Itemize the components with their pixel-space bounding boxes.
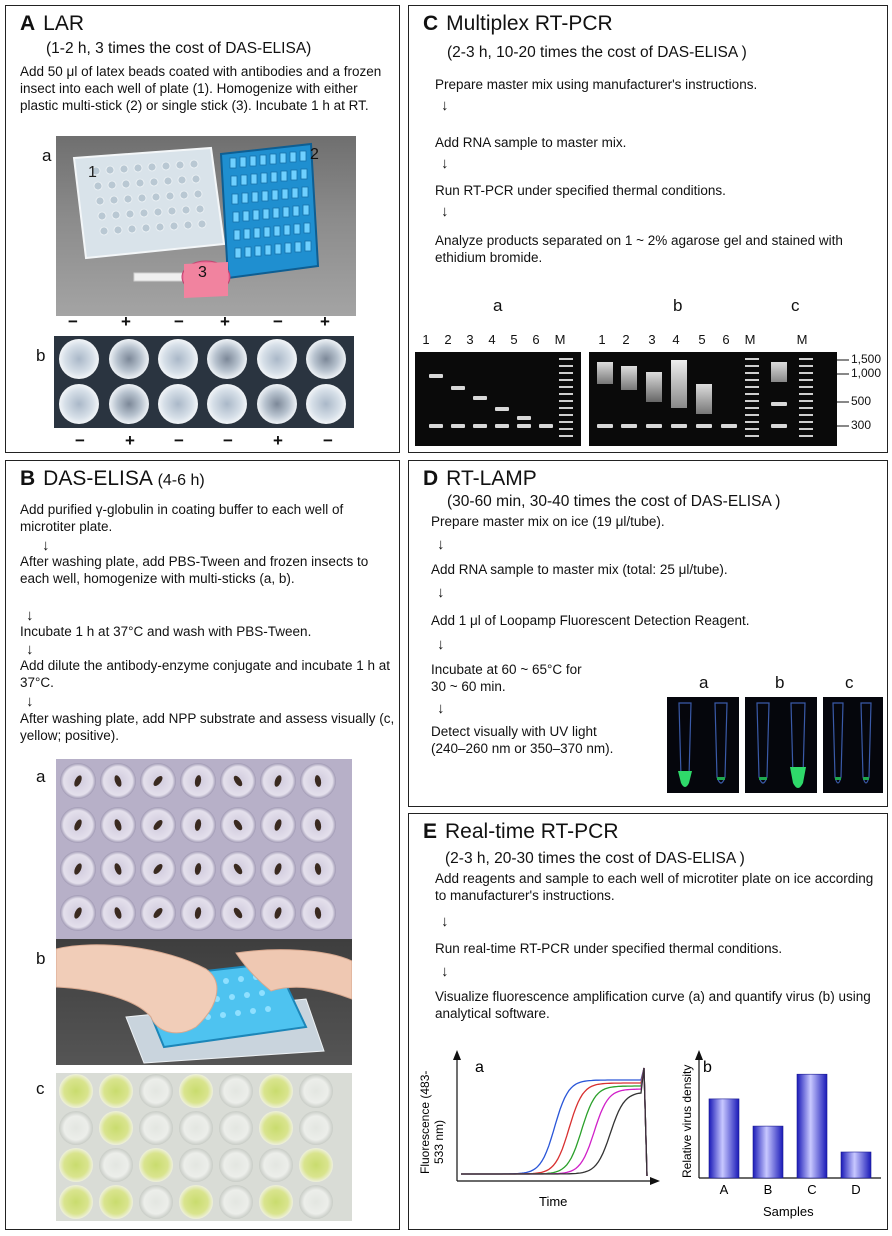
panel-d-label-c: c [845,673,854,692]
panel-b-step-2: After washing plate, add PBS-Tween and frozen insects to each well, homogenize with multi-sticks (a, b). [20,554,369,586]
lamp-tubes-b [745,697,817,793]
amplification-curve-green [461,1068,647,1176]
down-arrow-icon: ↓ [441,155,449,172]
down-arrow-icon: ↓ [26,607,34,624]
down-arrow-icon: ↓ [437,700,445,717]
chart-b-y-arrow-icon [695,1050,703,1060]
gel-c-label: c [791,296,800,315]
panel-c-step-3: Run RT-PCR under specified thermal conditions. [435,183,726,198]
amplification-curve-chart [411,1046,661,1226]
lar-bottom-sign: + [273,431,283,450]
ladder-label: 300 [851,418,872,432]
elisa-result-wells-illustration [56,1073,352,1221]
down-arrow-icon: ↓ [441,963,449,980]
lar-bottom-sign: − [75,431,85,450]
elisa-result-wells-photo [56,1073,352,1221]
lamp-tubes-c [823,697,883,793]
panel-d-letter: D [423,467,439,490]
lar-top-sign: − [68,312,78,331]
lar-bottom-sign: − [323,431,333,450]
panel-b-step-4: Add dilute the antibody-enzyme conjugate and incubate 1 h at 37°C. [20,658,391,690]
lar-top-sign: + [121,312,131,331]
chart-a-y-arrow-icon [453,1050,461,1060]
lar-top-sign: + [320,312,330,331]
chart-a-x-label: Time [539,1194,568,1209]
panel-d-rt-lamp [408,460,888,807]
panel-c-name: Multiplex RT-PCR [446,12,613,35]
chart-a-x-arrow-icon [650,1177,660,1185]
panel-b-step-1: Add purified γ-globulin in coating buffer to each well of microtiter plate. [20,502,344,534]
down-arrow-icon: ↓ [42,537,50,554]
panel-d-label-b: b [775,673,785,692]
chart-b-y-label: Relative virus density [680,1064,694,1178]
gel-b-image [589,352,769,446]
lamp-tube-a-photo [667,697,739,793]
amplification-curve-red [461,1068,647,1176]
panel-d-name: RT-LAMP [446,467,537,490]
down-arrow-icon: ↓ [437,536,445,553]
down-arrow-icon: ↓ [437,584,445,601]
gel-a-lane-label: 6 [532,332,540,347]
plate-number-label: 1 [88,164,97,181]
panel-c-subtitle: (2-3 h, 10-20 times the cost of DAS-ELISA ) [447,44,747,61]
gel-b-lane-label: 4 [672,332,680,347]
panel-b-title [20,467,205,491]
panel-b-time: (4-6 h) [157,472,205,489]
lar-top-sign: + [220,312,230,331]
panel-b-letter: B [20,467,36,490]
chart-a-y-label [418,1067,446,1174]
panel-a-subtitle: (1-2 h, 3 times the cost of DAS-ELISA) [46,40,312,57]
multistick-number-label: 2 [310,146,319,163]
panel-b-das-elisa [5,460,400,1230]
panel-c-multiplex-rt-pcr [408,5,888,453]
down-arrow-icon: ↓ [26,693,34,710]
panel-e-subtitle: (2-3 h, 20-30 times the cost of DAS-ELISA ) [445,850,745,867]
single-stick-number-label: 3 [198,264,207,281]
category-label-D: D [851,1182,861,1197]
chart-b-panel-label: b [703,1059,712,1076]
elisa-homogenize-illustration [56,939,352,1065]
ladder-label: 500 [851,394,872,408]
down-arrow-icon: ↓ [441,203,449,220]
chart-a-panel-label: a [475,1059,484,1076]
panel-d-step-4: Incubate at 60 ~ 65°C for 30 ~ 60 min. [431,662,582,694]
panel-e-title [423,820,619,844]
panel-a-title [20,12,84,36]
panel-c-title [423,12,613,36]
panel-b-label-c: c [36,1079,45,1098]
gel-a-image [415,352,581,446]
panel-d-step-2: Add RNA sample to master mix (total: 25 μl/tube). [431,562,728,577]
elisa-insect-wells-illustration [56,759,352,939]
gel-b-lane-label: 3 [648,332,656,347]
gel-a-lane-label: 2 [444,332,452,347]
category-label-A: A [719,1182,729,1197]
panel-e-step-3: Visualize fluorescence amplification curve (a) and quantify virus (b) using analytical software. [435,989,871,1021]
gel-b-lane-label: M [744,332,756,347]
ladder-ticks [837,352,853,432]
down-arrow-icon: ↓ [26,641,34,658]
bar-B [753,1126,783,1178]
panel-a-label-b: b [36,346,46,365]
ladder-label: 1,000 [851,366,882,380]
panel-e-name: Real-time RT-PCR [445,820,619,843]
chart-a-y-label-line: Fluorescence (483- [418,1070,432,1174]
panel-b-label-a: a [36,767,46,786]
chart-a-y-label-line: 533 nm) [432,1119,446,1164]
amplification-curve-magenta [461,1068,647,1176]
ladder-label: 1,500 [851,352,882,366]
gel-b-label: b [673,296,683,315]
panel-c-step-4: Analyze products separated on 1 ~ 2% agarose gel and stained with ethidium bromide. [435,233,843,265]
panel-e-letter: E [423,820,438,843]
gel-b-lane-label: 2 [622,332,630,347]
lar-bottom-sign: − [223,431,233,450]
down-arrow-icon: ↓ [437,636,445,653]
panel-b-label-b: b [36,949,46,968]
panel-c-step-1: Prepare master mix using manufacturer's instructions. [435,77,758,92]
lamp-tube-b-photo [745,697,817,793]
category-label-C: C [807,1182,817,1197]
down-arrow-icon: ↓ [441,913,449,930]
lar-wells-photo [54,336,354,428]
bar-C [797,1074,827,1178]
gel-b-lane-label: 6 [722,332,730,347]
down-arrow-icon: ↓ [441,97,449,114]
lamp-tube-c-photo [823,697,883,793]
virus-density-bar-chart [663,1046,885,1226]
panel-e-step-1: Add reagents and sample to each well of microtiter plate on ice according to manufacturer's instructions. [435,871,874,903]
panel-b-step-5: After washing plate, add NPP substrate and assess visually (c, yellow; positive). [20,711,395,743]
panel-b-step-3: Incubate 1 h at 37°C and wash with PBS-Tween. [20,624,312,639]
panel-b-name: DAS-ELISA [43,467,152,490]
category-label-B: B [763,1182,773,1197]
gel-a-lane-label: 3 [466,332,474,347]
panel-a-lar [5,5,400,453]
panel-c-step-2: Add RNA sample to master mix. [435,135,627,150]
panel-d-step-5: Detect visually with UV light (240–260 nm or 350–370 nm). [431,724,614,756]
elisa-homogenize-photo [56,939,352,1065]
lar-bottom-sign: − [174,431,184,450]
gel-b-lane-label: 5 [698,332,706,347]
amplification-curve-black [461,1068,647,1176]
panel-d-step-1: Prepare master mix on ice (19 μl/tube). [431,514,665,529]
panel-e-real-time-rt-pcr [408,813,888,1230]
panel-d-title [423,467,537,491]
panel-e-step-2: Run real-time RT-PCR under specified thermal conditions. [435,941,783,956]
amplification-curve-blue [461,1068,647,1176]
lar-top-sign: − [174,312,184,331]
gel-b-lane-label: 1 [598,332,606,347]
gel-a-lane-label: M [554,332,566,347]
lamp-tubes-a [667,697,739,793]
panel-d-label-a: a [699,673,709,692]
gel-c-image [763,352,837,446]
bar-D [841,1152,871,1178]
elisa-insect-wells-photo [56,759,352,939]
bar-A [709,1099,739,1178]
lar-wells-illustration [54,336,354,428]
lar-bottom-sign: + [125,431,135,450]
panel-a-text: Add 50 μl of latex beads coated with antibodies and a frozen insect into each well of plate (1). Homogenize with either plastic multi-stick (2) or single stick (3). Incubate 1 h at RT. [20,64,382,113]
chart-b-x-label: Samples [763,1204,814,1219]
panel-d-subtitle: (30-60 min, 30-40 times the cost of DAS-ELISA ) [447,493,781,510]
gel-a-label: a [493,296,503,315]
panel-a-letter: A [20,12,36,35]
panel-c-letter: C [423,12,439,35]
panel-a-label-a: a [42,146,52,165]
gel-c-lane-label: M [796,332,808,347]
gel-a-lane-label: 5 [510,332,518,347]
gel-a-lane-label: 1 [422,332,430,347]
gel-a-lane-label: 4 [488,332,496,347]
panel-d-step-3: Add 1 μl of Loopamp Fluorescent Detection Reagent. [431,613,750,628]
lar-top-sign: − [273,312,283,331]
panel-a-name: LAR [43,12,85,35]
